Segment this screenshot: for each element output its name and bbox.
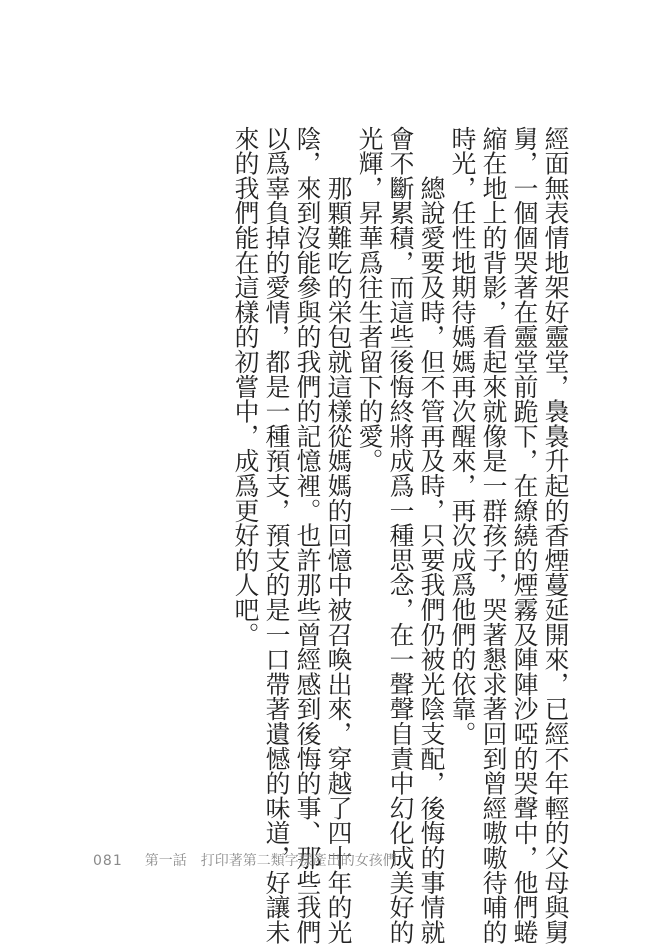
page-number: 081 — [93, 853, 123, 869]
paragraph: 那顆難吃的栄包就這樣從媽媽的回憶中被召喚出來，穿越了四十年的光 陰，來到沒能參與的我們的記憶裡。也許那些曾經感到後悔的事、那些我們 以爲辜負掉的愛情，都是一種預支，預支的是一口帶著遺憾的味道，好讓未 來的我們能在這樣的初嘗中，成爲更好的人吧。 — [231, 126, 353, 944]
page-footer — [93, 850, 397, 870]
paragraph: 總說愛要及時，但不管再及時，只要我們仍被光陰支配，後悔的事情就 會不斷累積，而這些後悔終將成爲一種思念，在一聲聲自責中幻化成美好的 光輝，昇華爲往生者留下的愛。 — [355, 126, 446, 944]
paragraph: 經面無表情地架好靈堂，裊裊升起的香煙蔓延開來，已經不年輕的父母與舅 舅，一個個哭著在靈堂前跪下，在繚繞的煙霧及陣陣沙啞的哭聲中，他們蜷 縮在地上的背影，看起來就像是一群孩子，哭著懇求著回到曾經嗷嗷待哺的 時光，任性地期待媽媽再次醒來，再次成爲他們的依靠。 — [448, 126, 570, 944]
chapter-title: 第一話 打印著第二類字樣產出的女孩們 — [144, 853, 397, 869]
